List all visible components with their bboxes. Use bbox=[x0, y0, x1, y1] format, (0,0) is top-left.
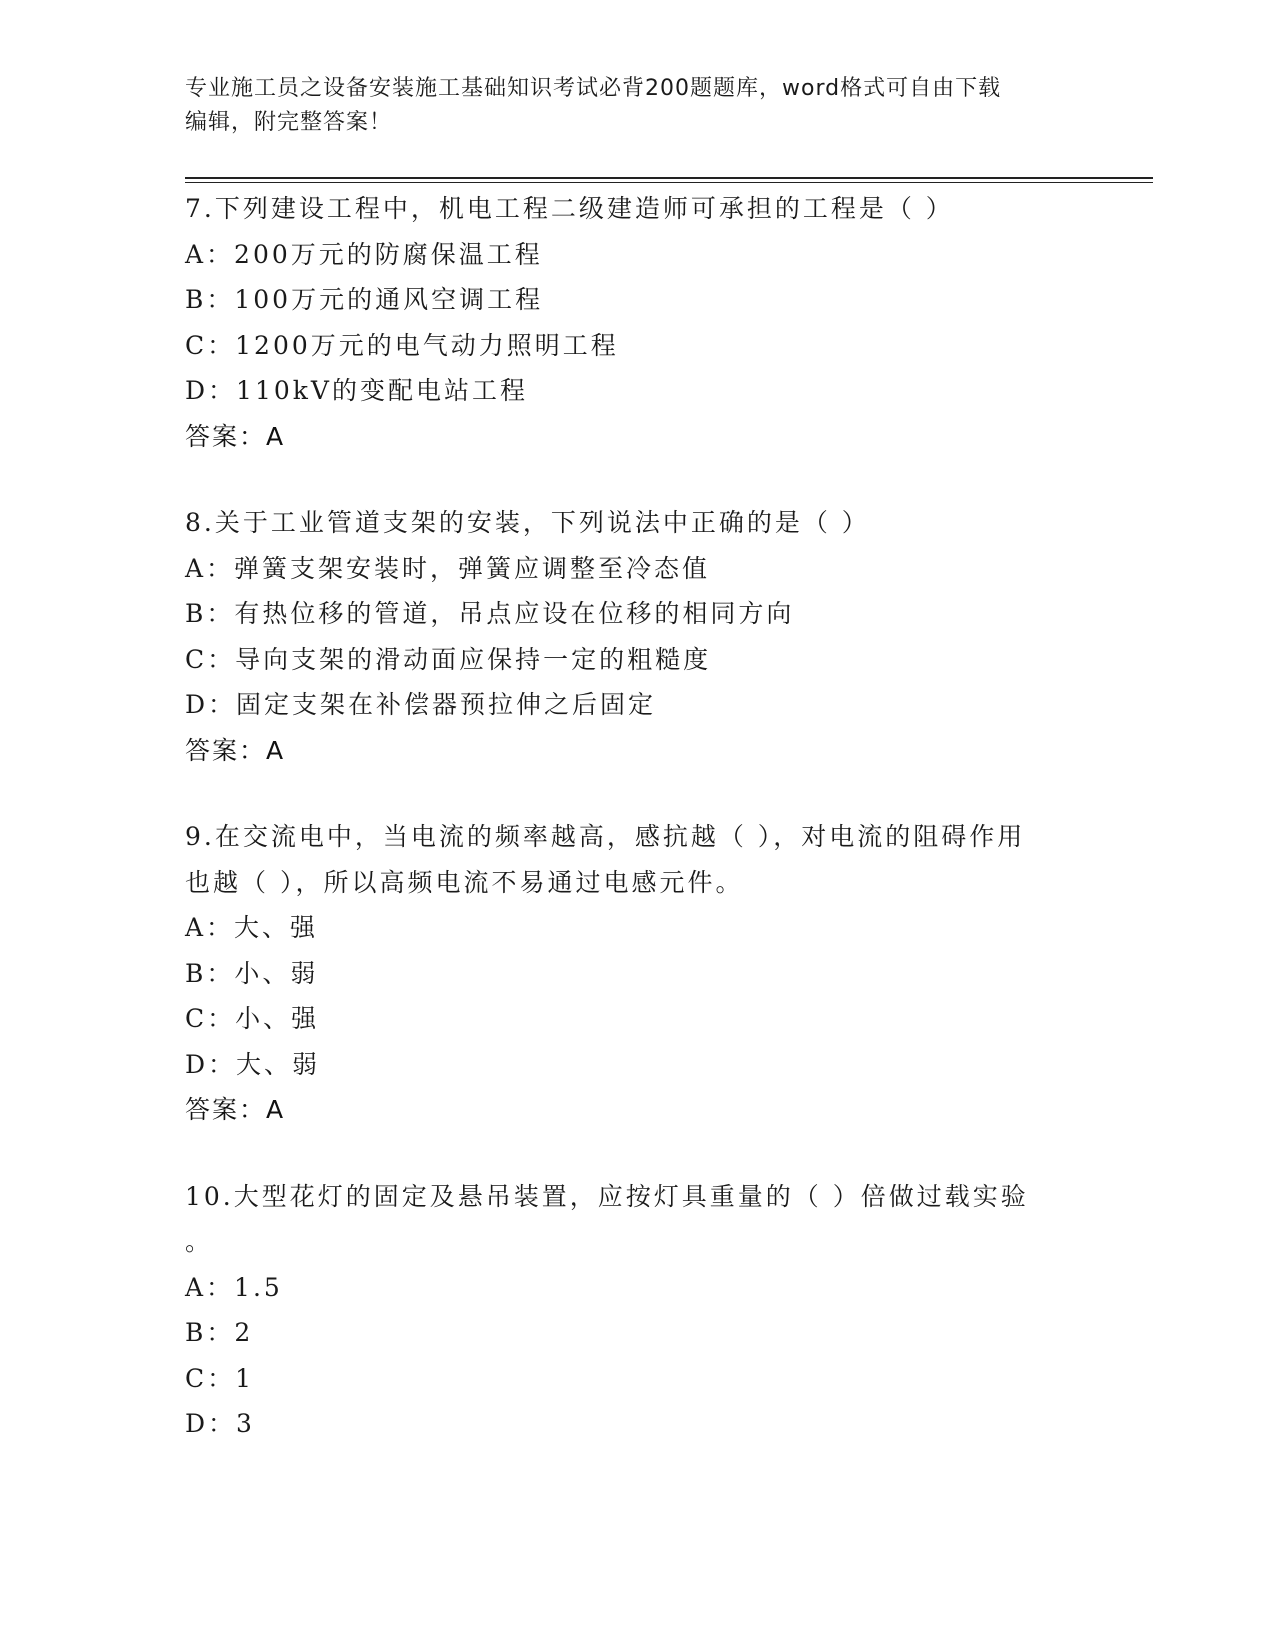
option-d: D：3 bbox=[185, 1409, 255, 1438]
question-10 bbox=[185, 1174, 1085, 1447]
answer-line: 答案：A bbox=[185, 1095, 286, 1124]
spacer bbox=[185, 459, 1085, 500]
header-line-1: 专业施工员之设备安装施工基础知识考试必背200题题库，word格式可自由下载 bbox=[185, 76, 1002, 101]
option-d: D：固定支架在补偿器预拉伸之后固定 bbox=[185, 690, 657, 719]
question-stem-line-1: 10.大型花灯的固定及悬吊装置，应按灯具重量的（ ）倍做过载实验 bbox=[185, 1181, 1029, 1211]
option-d: D：110kV的变配电站工程 bbox=[185, 376, 528, 405]
option-b: B：2 bbox=[185, 1318, 254, 1347]
option-a: A：200万元的防腐保温工程 bbox=[185, 239, 543, 269]
question-list bbox=[185, 186, 1085, 1447]
document-header bbox=[185, 72, 1065, 140]
option-a: A：弹簧支架安装时，弹簧应调整至冷态值 bbox=[185, 553, 711, 583]
header-divider-thick bbox=[185, 177, 1153, 179]
option-c: C：1 bbox=[185, 1363, 255, 1393]
question-7 bbox=[185, 186, 1085, 459]
option-c: C：导向支架的滑动面应保持一定的粗糙度 bbox=[185, 644, 712, 674]
option-d: D：大、弱 bbox=[185, 1049, 321, 1079]
option-b: B：小、弱 bbox=[185, 958, 319, 988]
header-divider-thin bbox=[185, 182, 1153, 183]
question-8 bbox=[185, 500, 1085, 773]
question-stem-line-2: 。 bbox=[185, 1227, 214, 1256]
option-b: B：有热位移的管道，吊点应设在位移的相同方向 bbox=[185, 599, 795, 628]
answer-line: 答案：A bbox=[185, 421, 286, 451]
header-line-2: 编辑，附完整答案！ bbox=[185, 110, 393, 135]
question-stem-line-2: 也越（ ），所以高频电流不易通过电感元件。 bbox=[185, 867, 744, 897]
question-stem: 7.下列建设工程中，机电工程二级建造师可承担的工程是（ ） bbox=[185, 194, 954, 223]
option-c: C：小、强 bbox=[185, 1004, 320, 1033]
question-stem: 8.关于工业管道支架的安装，下列说法中正确的是（ ） bbox=[185, 508, 870, 537]
spacer bbox=[185, 773, 1085, 814]
spacer bbox=[185, 1133, 1085, 1174]
option-a: A：大、强 bbox=[185, 913, 319, 942]
option-c: C：1200万元的电气动力照明工程 bbox=[185, 330, 619, 360]
question-9 bbox=[185, 814, 1085, 1133]
answer-line: 答案：A bbox=[185, 735, 286, 765]
question-stem-line-1: 9.在交流电中，当电流的频率越高，感抗越（ ），对电流的阻碍作用 bbox=[185, 822, 1026, 851]
option-b: B：100万元的通风空调工程 bbox=[185, 285, 544, 314]
option-a: A：1.5 bbox=[185, 1272, 283, 1302]
